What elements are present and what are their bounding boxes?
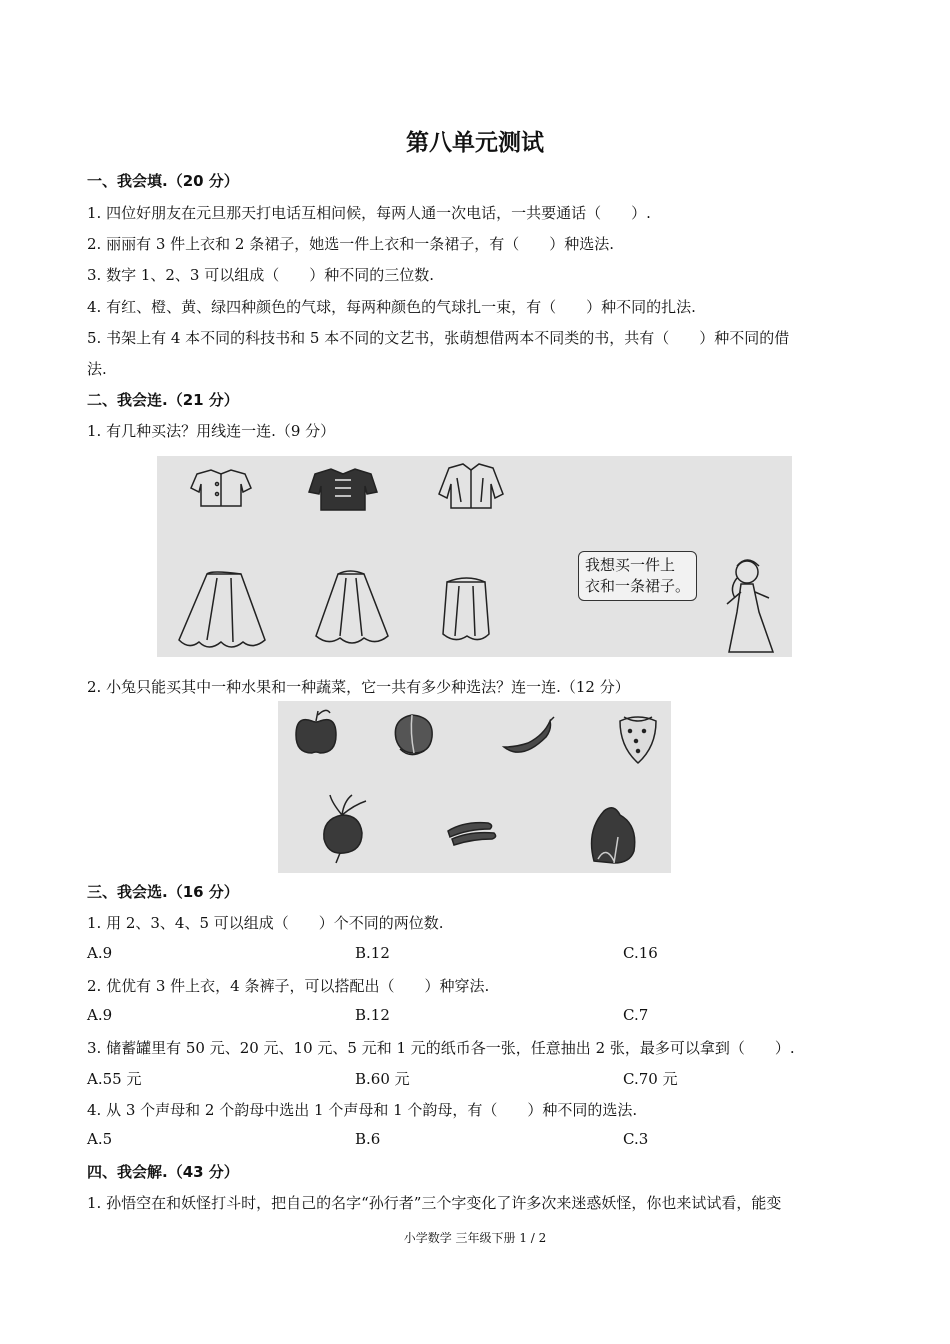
q3-4-option-b: B.6 [355, 1130, 381, 1148]
section-2-heading: 二、我会连.（21 分） [87, 391, 239, 409]
question-3-4: 4. 从 3 个声母和 2 个韵母中选出 1 个声母和 1 个韵母，有（ ）种不同的选法. [87, 1101, 638, 1119]
q3-3-option-b: B.60 元 [355, 1070, 410, 1088]
question-3-3: 3. 储蓄罐里有 50 元、20 元、10 元、5 元和 1 元的纸币各一张，任意抽出 2 张，最多可以拿到（ ）. [87, 1039, 795, 1057]
q3-1-option-c: C.16 [623, 944, 658, 962]
girl-figure-icon [727, 560, 773, 652]
question-1-5: 5. 书架上有 4 本不同的科技书和 5 本不同的文艺书，张萌想借两本不同类的书，共有（ ）种不同的借 [87, 329, 790, 347]
shirt-2-icon [309, 469, 377, 510]
speech-line-1: 我想买一件上 [585, 556, 676, 574]
question-1-3: 3. 数字 1、2、3 可以组成（ ）种不同的三位数. [87, 266, 435, 284]
question-2-2: 2. 小兔只能买其中一种水果和一种蔬菜，它一共有多少种选法？连一连.（12 分） [87, 678, 630, 696]
bok-choy-icon [592, 808, 635, 863]
q3-4-option-c: C.3 [623, 1130, 649, 1148]
q3-2-option-c: C.7 [623, 1006, 649, 1024]
radish-icon [324, 795, 366, 863]
question-3-1: 1. 用 2、3、4、5 可以组成（ ）个不同的两位数. [87, 914, 444, 932]
skirt-2-icon [316, 571, 388, 643]
question-1-2: 2. 丽丽有 3 件上衣和 2 条裙子，她选一件上衣和一条裙子，有（ ）种选法. [87, 235, 615, 253]
q3-3-option-c: C.70 元 [623, 1070, 678, 1088]
strawberry-icon [620, 717, 656, 763]
q3-3-option-a: A.55 元 [87, 1070, 142, 1088]
question-3-2: 2. 优优有 3 件上衣，4 条裤子，可以搭配出（ ）种穿法. [87, 977, 490, 995]
shirt-3-icon [439, 464, 503, 508]
q3-4-option-a: A.5 [87, 1130, 113, 1148]
page-footer: 小学数学 三年级下册 1 / 2 [403, 1231, 547, 1245]
section-4-heading: 四、我会解.（43 分） [87, 1163, 239, 1181]
question-1-4: 4. 有红、橙、黄、绿四种颜色的气球，每两种颜色的气球扎一束，有（ ）种不同的扎法. [87, 298, 696, 316]
cucumber-icon [448, 823, 496, 845]
fruits-vegetables-figure [278, 701, 671, 873]
page-title: 第八单元测试 [406, 130, 544, 156]
banana-icon [504, 717, 554, 752]
speech-bubble [578, 551, 697, 601]
speech-line-2: 衣和一条裙子。 [585, 577, 691, 595]
apple-icon [296, 710, 336, 753]
skirt-3-icon [443, 578, 489, 640]
section-1-heading: 一、我会填.（20 分） [87, 172, 239, 190]
question-4-1: 1. 孙悟空在和妖怪打斗时，把自己的名字“孙行者”三个字变化了许多次来迷惑妖怪，你也来试试看，能变 [87, 1194, 782, 1212]
peach-icon [395, 715, 432, 755]
question-1-1: 1. 四位好朋友在元旦那天打电话互相问候，每两人通一次电话，一共要通话（ ）. [87, 204, 651, 222]
q3-2-option-a: A.9 [87, 1006, 113, 1024]
section-3-heading: 三、我会选.（16 分） [87, 883, 239, 901]
q3-1-option-a: A.9 [87, 944, 113, 962]
clothes-figure [157, 456, 792, 657]
question-2-1: 1. 有几种买法？用线连一连.（9 分） [87, 422, 336, 440]
skirt-1-icon [179, 572, 265, 647]
shirt-1-icon [191, 470, 251, 506]
question-1-5-cont: 法. [87, 360, 107, 378]
q3-2-option-b: B.12 [355, 1006, 390, 1024]
q3-1-option-b: B.12 [355, 944, 390, 962]
produce-illustration [278, 701, 671, 873]
